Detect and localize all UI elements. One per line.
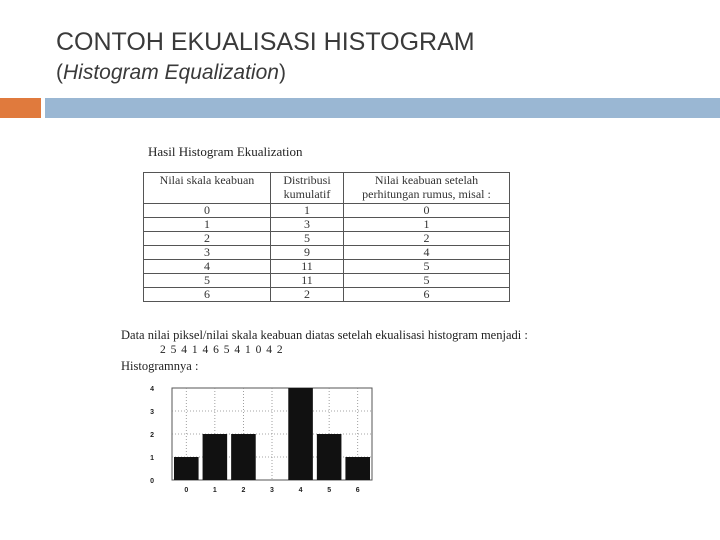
- header-gray-level: Nilai skala keabuan: [144, 173, 271, 204]
- table-cell: 1: [144, 218, 271, 232]
- y-tick-label: 1: [150, 455, 154, 462]
- result-heading: Hasil Histogram Ekualization: [148, 144, 303, 159]
- table-cell: 0: [144, 204, 271, 218]
- table-cell: 9: [271, 246, 344, 260]
- table-cell: 6: [144, 288, 271, 302]
- x-tick-label: 5: [327, 487, 332, 494]
- after-equalization-text: Data nilai piksel/nilai skala keabuan diatas setelah ekualisasi histogram menjadi :: [121, 328, 528, 342]
- chart-x-tick-labels: [184, 487, 359, 494]
- header-new-gray: Nilai keabuan setelah perhitungan rumus, misal :: [344, 173, 510, 204]
- table-row: [144, 232, 510, 246]
- histogram-bar-5: [317, 434, 342, 480]
- table-cell: 1: [344, 218, 510, 232]
- table-cell: 0: [344, 204, 510, 218]
- table-cell: 2: [344, 232, 510, 246]
- x-tick-label: 6: [355, 487, 360, 494]
- title-paren-close: ): [278, 61, 286, 84]
- slide-title: [56, 26, 696, 88]
- title-line-2: [56, 58, 696, 88]
- title-line-1: CONTOH EKUALISASI HISTOGRAM: [56, 28, 475, 56]
- table-cell: 5: [144, 274, 271, 288]
- accent-bar-orange: [0, 98, 41, 118]
- table-cell: 4: [344, 246, 510, 260]
- y-tick-label: 0: [150, 478, 154, 485]
- x-tick-label: 1: [212, 487, 217, 494]
- histogram-bar-6: [345, 457, 370, 480]
- table-cell: 2: [271, 288, 344, 302]
- histogram-chart: [142, 384, 382, 500]
- x-tick-label: 3: [270, 487, 274, 494]
- table-cell: 4: [144, 260, 271, 274]
- pixel-values: 2 5 4 1 4 6 5 4 1 0 4 2: [160, 344, 284, 356]
- y-tick-label: 4: [150, 386, 154, 393]
- title-italic: Histogram Equalization: [63, 61, 279, 84]
- table-cell: 11: [271, 274, 344, 288]
- y-tick-label: 2: [150, 432, 154, 439]
- x-tick-label: 2: [241, 487, 246, 494]
- table-cell: 3: [144, 246, 271, 260]
- histogram-bar-2: [231, 434, 256, 480]
- table-row: [144, 218, 510, 232]
- table-row: [144, 288, 510, 302]
- table-cell: 5: [344, 260, 510, 274]
- table-cell: 11: [271, 260, 344, 274]
- table-row: [144, 260, 510, 274]
- equalization-table: [143, 172, 510, 302]
- x-tick-label: 0: [184, 487, 189, 494]
- histogram-bar-0: [174, 457, 199, 480]
- accent-bar-blue: [45, 98, 720, 118]
- histogram-bar-4: [288, 388, 313, 480]
- table-cell: 1: [271, 204, 344, 218]
- table-cell: 3: [271, 218, 344, 232]
- chart-y-tick-labels: [150, 386, 154, 485]
- table-cell: 5: [271, 232, 344, 246]
- table-row: [144, 204, 510, 218]
- table-row: [144, 274, 510, 288]
- table-header-row: [144, 173, 510, 204]
- x-tick-label: 4: [298, 487, 303, 494]
- histogram-label: Histogramnya :: [121, 359, 199, 373]
- table-row: [144, 246, 510, 260]
- chart-grid: [172, 388, 372, 480]
- title-paren-open: (: [56, 61, 63, 84]
- header-cumulative: Distribusi kumulatif: [271, 173, 344, 204]
- table-cell: 6: [344, 288, 510, 302]
- table-cell: 2: [144, 232, 271, 246]
- y-tick-label: 3: [150, 409, 154, 416]
- histogram-bar-1: [203, 434, 228, 480]
- table-cell: 5: [344, 274, 510, 288]
